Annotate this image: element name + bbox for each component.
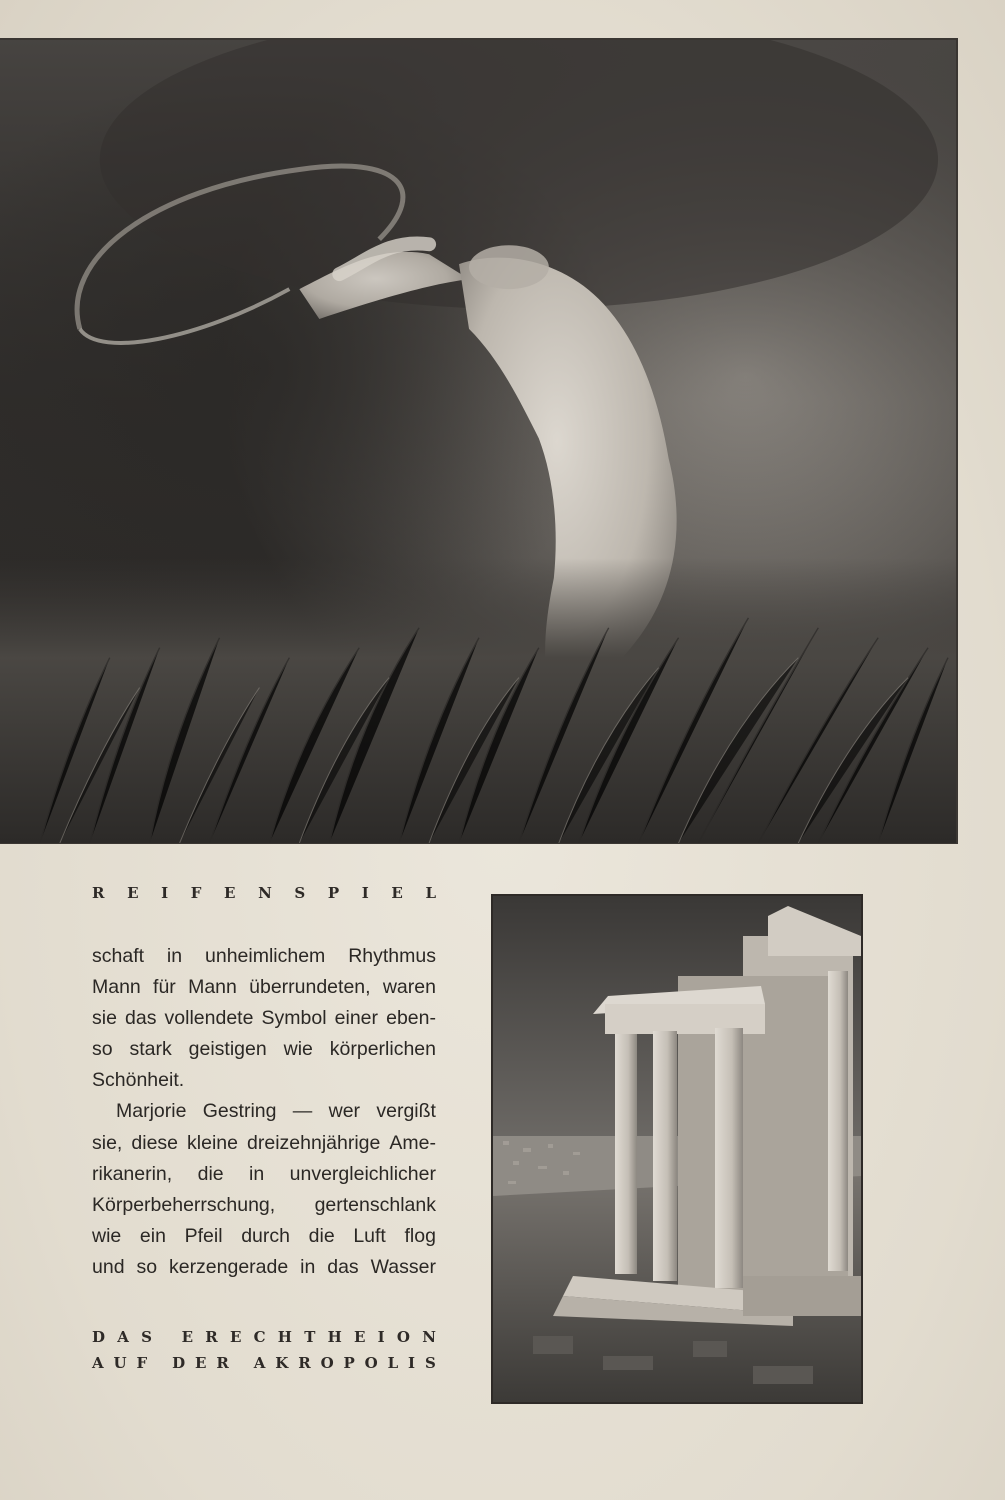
word: in: [249, 1162, 265, 1185]
word: flog: [404, 1224, 436, 1247]
caption-letter: E: [229, 1328, 242, 1346]
word: rikanerin,: [92, 1162, 173, 1185]
caption-letter: H: [277, 1328, 292, 1346]
word: die: [308, 1224, 335, 1247]
caption-letter: D: [92, 1328, 106, 1346]
word: gertenschlank: [314, 1193, 436, 1216]
text-line: [92, 1003, 436, 1034]
caption-letter: O: [364, 1354, 378, 1372]
word: Mann: [188, 976, 237, 999]
word: in: [166, 945, 183, 967]
text-line: [92, 1034, 436, 1065]
word: diese: [131, 1131, 179, 1154]
word: in: [300, 1255, 316, 1278]
word: Ame-: [389, 1131, 436, 1154]
caption-letter: K: [275, 1354, 289, 1372]
word: dreizehnjährige: [247, 1131, 381, 1154]
caption-letter: R: [298, 1354, 311, 1372]
caption-letter: E: [127, 884, 139, 902]
word: Symbol: [261, 1007, 327, 1030]
caption-reifenspiel: [92, 884, 436, 902]
text-line: [92, 1096, 436, 1127]
word: —: [292, 1100, 313, 1123]
caption-letter: O: [320, 1354, 334, 1372]
word: überrundeten,: [249, 976, 371, 999]
caption-letter: R: [92, 884, 105, 902]
caption-letter: N: [422, 1328, 436, 1346]
word: Rhythmus: [348, 945, 436, 967]
caption-letter: I: [408, 1354, 416, 1372]
caption-erechtheion-line1: [92, 1328, 436, 1346]
caption-letter: A: [253, 1354, 266, 1372]
caption-letter: O: [396, 1328, 410, 1346]
caption-letter: E: [181, 1328, 194, 1346]
word: körperlichen: [329, 1038, 436, 1061]
caption-letter: E: [195, 1354, 207, 1372]
caption-letter: C: [253, 1328, 266, 1346]
caption-letter: H: [327, 1328, 342, 1346]
text-line: [92, 972, 436, 1003]
caption-letter: E: [391, 884, 403, 902]
caption-letter: E: [224, 884, 236, 902]
word: und: [92, 1255, 125, 1278]
word: unheimlichem: [205, 945, 326, 967]
word: das: [125, 1007, 157, 1030]
word: geistigen: [188, 1038, 267, 1061]
caption-letter: R: [205, 1328, 218, 1346]
word: schaft: [92, 945, 145, 967]
word: Luft: [353, 1224, 386, 1247]
text-line: [92, 1065, 436, 1096]
caption-gap: [239, 1354, 244, 1372]
word: so: [92, 1038, 113, 1061]
caption-gap: [164, 1328, 169, 1346]
caption-letter: U: [113, 1354, 127, 1372]
caption-erechtheion-line2: [92, 1354, 436, 1372]
word: sie: [92, 1007, 117, 1030]
word: waren: [382, 976, 436, 999]
caption-letter: E: [353, 1328, 366, 1346]
word: so: [136, 1255, 158, 1278]
word: Mann: [92, 976, 141, 999]
word: kerzengerade: [168, 1255, 289, 1278]
text-line: [92, 1190, 436, 1221]
word: Körperbeherrschung,: [92, 1193, 276, 1216]
photo-erechtheion: [491, 894, 863, 1404]
caption-letter: P: [327, 884, 340, 902]
text-line: [92, 1128, 436, 1159]
word: einer: [334, 1007, 379, 1030]
caption-letter: F: [136, 1354, 148, 1372]
caption-letter: T: [304, 1328, 316, 1346]
word: das: [327, 1255, 359, 1278]
word: Pfeil: [184, 1224, 223, 1247]
caption-letter: I: [361, 884, 369, 902]
word: unvergleichlicher: [289, 1162, 436, 1185]
caption-letter: N: [258, 884, 272, 902]
text-line: [92, 941, 436, 972]
text-line: [92, 1252, 436, 1283]
text-line: [92, 1221, 436, 1252]
word: ein: [139, 1224, 166, 1247]
word: wer: [328, 1100, 361, 1123]
caption-letter: S: [294, 884, 306, 902]
word: vollendete: [164, 1007, 254, 1030]
word: vergißt: [376, 1100, 436, 1123]
caption-letter: A: [92, 1354, 104, 1372]
caption-letter: F: [190, 884, 202, 902]
caption-gap: [157, 1354, 162, 1372]
word: die: [197, 1162, 224, 1185]
caption-letter: S: [141, 1328, 152, 1346]
word: Gestring: [202, 1100, 277, 1123]
caption-letter: I: [161, 884, 169, 902]
caption-letter: L: [387, 1354, 399, 1372]
word: für: [153, 976, 176, 999]
caption-letter: A: [117, 1328, 129, 1346]
photo-reifenspiel: [0, 38, 958, 844]
caption-letter: D: [172, 1354, 186, 1372]
word: wie: [283, 1038, 313, 1061]
text-line: [92, 1159, 436, 1190]
word: Marjorie: [116, 1100, 187, 1123]
word: wie: [92, 1224, 122, 1247]
word: eben-: [386, 1007, 436, 1030]
word: Wasser: [370, 1255, 436, 1278]
word: kleine: [187, 1131, 238, 1154]
body-text: [92, 941, 436, 1283]
word: stark: [129, 1038, 172, 1061]
word: Schönheit.: [92, 1069, 185, 1092]
word: durch: [241, 1224, 290, 1247]
caption-letter: R: [216, 1354, 229, 1372]
word: sie,: [92, 1131, 123, 1154]
caption-letter: I: [377, 1328, 385, 1346]
caption-letter: L: [425, 884, 436, 902]
caption-letter: S: [424, 1354, 436, 1372]
caption-letter: P: [343, 1354, 355, 1372]
